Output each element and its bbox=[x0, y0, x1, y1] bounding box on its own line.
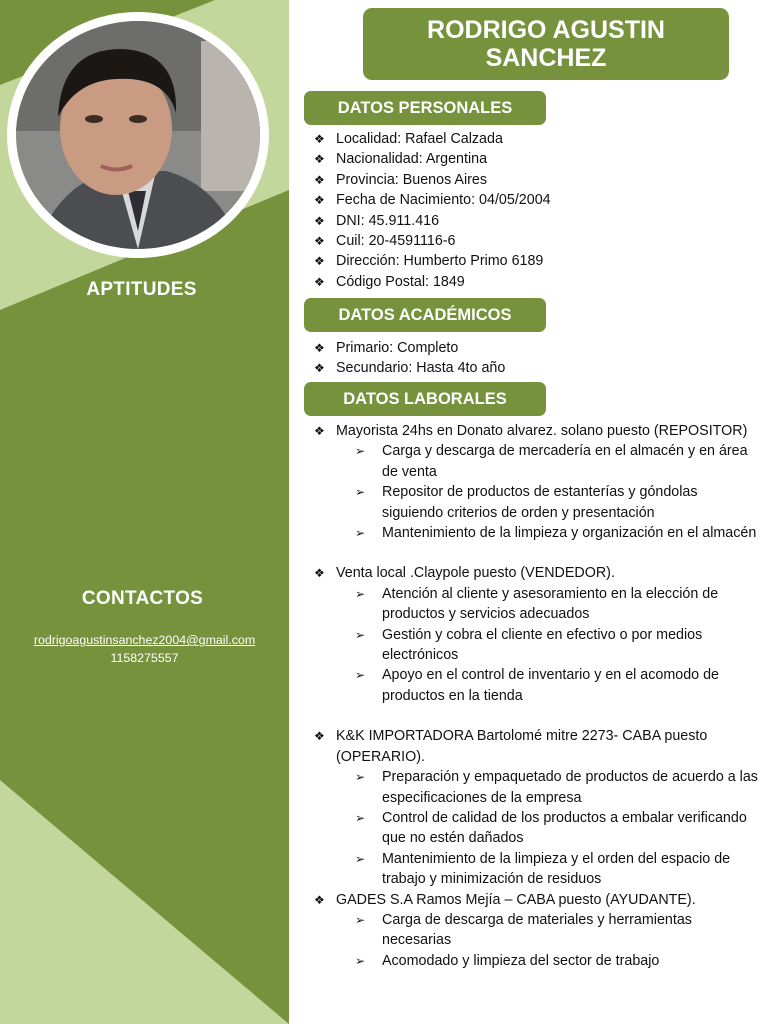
diamond-bullet-icon: ❖ bbox=[314, 361, 325, 376]
task-list bbox=[336, 910, 761, 971]
work-list bbox=[309, 421, 761, 971]
list-item: ❖ Código Postal: 1849 bbox=[309, 272, 764, 292]
list-item: ❖ Cuil: 20-4591116-6 bbox=[309, 231, 764, 251]
list-item: ❖ Secundario: Hasta 4to año bbox=[309, 358, 764, 378]
task-item: ➢ Repositor de productos de estanterías y góndolas siguiendo criterios de orden y presentación bbox=[355, 484, 698, 521]
task-item: ➢ Carga de descarga de materiales y herramientas necesarias bbox=[355, 911, 692, 949]
phone-number: 1158275557 bbox=[110, 651, 179, 665]
diamond-bullet-icon: ❖ bbox=[314, 193, 325, 208]
arrow-bullet-icon: ➢ bbox=[355, 953, 366, 968]
arrow-bullet-icon: ➢ bbox=[355, 770, 366, 785]
arrow-bullet-icon: ➢ bbox=[355, 526, 366, 541]
diamond-bullet-icon: ❖ bbox=[314, 424, 325, 438]
list-item: ❖ Dirección: Humberto Primo 6189 bbox=[309, 251, 764, 271]
diamond-bullet-icon: ❖ bbox=[314, 566, 325, 581]
task-item: ➢ Apoyo en el control de inventario y en el acomodo de productos en la tienda bbox=[355, 667, 719, 704]
list-item: ❖ Localidad: Rafael Calzada bbox=[309, 129, 764, 149]
task-list bbox=[336, 767, 761, 889]
task-list bbox=[336, 441, 761, 543]
task-item: ➢ Mantenimiento de la limpieza y organización en el almacén bbox=[336, 523, 761, 543]
academic-list bbox=[309, 338, 764, 379]
arrow-bullet-icon: ➢ bbox=[355, 912, 366, 927]
academic-section-title: DATOS ACADÉMICOS bbox=[304, 298, 546, 332]
task-item: ➢ Atención al cliente y asesoramiento en la elección de productos y servicios adecuados bbox=[355, 585, 719, 623]
job-item: ❖ Mayorista 24hs en Donato alvarez. solano puesto (REPOSITOR) ➢ Carga y descarga de mercadería en el almacén y en área de venta ➢ Repositor de productos de estanterías y góndolas siguiendo criterios de orden y presentación ➢ Mantenimiento de la limpieza y organización en el almacén bbox=[309, 421, 761, 563]
email-link[interactable]: rodrigoagustinsanchez2004@gmail.com bbox=[33, 633, 256, 647]
job-item: ❖ Venta local .Claypole puesto (VENDEDOR). ➢ Atención al cliente y asesoramiento en la elección de productos y servicios adecuados ➢ Gestión y cobra el cliente en efectivo o por medios electrónicos ➢ Apoyo en el control de inventario y en el acomodo de productos en la tienda bbox=[309, 563, 761, 726]
diamond-bullet-icon: ❖ bbox=[314, 132, 325, 146]
profile-photo bbox=[16, 21, 260, 249]
task-item: ➢ Carga y descarga de mercadería en el almacén y en área de venta bbox=[355, 443, 748, 480]
task-item: ➢ Preparación y empaquetado de productos de acuerdo a las especificaciones de la empresa bbox=[355, 769, 758, 806]
name-header bbox=[363, 8, 729, 80]
diamond-bullet-icon: ❖ bbox=[314, 254, 325, 269]
diamond-bullet-icon: ❖ bbox=[314, 341, 325, 355]
personal-section-title: DATOS PERSONALES bbox=[304, 91, 546, 125]
list-item: ❖ DNI: 45.911.416 bbox=[309, 211, 764, 231]
diamond-bullet-icon: ❖ bbox=[314, 892, 325, 907]
name-line-2: SANCHEZ bbox=[485, 44, 607, 72]
arrow-bullet-icon: ➢ bbox=[355, 485, 366, 500]
diamond-bullet-icon: ❖ bbox=[314, 172, 325, 187]
list-item: ❖ Nacionalidad: Argentina bbox=[309, 149, 764, 169]
arrow-bullet-icon: ➢ bbox=[355, 444, 366, 459]
job-item: ❖ GADES S.A Ramos Mejía – CABA puesto (AYUDANTE). ➢ Carga de descarga de materiales y herramientas necesarias ➢ Acomodado y limpieza del sector de trabajo bbox=[309, 890, 761, 972]
task-item: ➢ Control de calidad de los productos a embalar verificando que no estén dañados bbox=[355, 809, 747, 847]
arrow-bullet-icon: ➢ bbox=[355, 586, 366, 601]
arrow-bullet-icon: ➢ bbox=[355, 627, 366, 642]
diamond-bullet-icon: ❖ bbox=[314, 213, 325, 228]
aptitudes-heading: APTITUDES bbox=[86, 279, 197, 300]
contactos-heading: CONTACTOS bbox=[81, 588, 204, 609]
name-line-1: RODRIGO AGUSTIN bbox=[427, 16, 665, 44]
arrow-bullet-icon: ➢ bbox=[355, 810, 366, 825]
task-item: ➢ Gestión y cobra el cliente en efectivo o por medios electrónicos bbox=[355, 626, 703, 664]
arrow-bullet-icon: ➢ bbox=[355, 668, 366, 683]
work-section-title: DATOS LABORALES bbox=[304, 382, 546, 416]
sidebar bbox=[0, 0, 289, 1024]
task-item: ➢ Acomodado y limpieza del sector de trabajo bbox=[336, 951, 761, 971]
diamond-bullet-icon: ❖ bbox=[314, 729, 325, 744]
list-item: ❖ Fecha de Nacimiento: 04/05/2004 bbox=[309, 190, 764, 210]
list-item: ❖ Primario: Completo bbox=[309, 338, 764, 358]
arrow-bullet-icon: ➢ bbox=[355, 851, 366, 866]
diamond-bullet-icon: ❖ bbox=[314, 234, 325, 249]
task-list bbox=[336, 584, 761, 706]
job-item: ❖ K&K IMPORTADORA Bartolomé mitre 2273- CABA puesto (OPERARIO). ➢ Preparación y empaquetado de productos de acuerdo a las especificaciones de la empresa ➢ Control de calidad de los productos a embalar verificando que no estén dañados ➢ Mantenimiento de la limpieza y el orden del espacio de trabajo y minimización de residuos bbox=[309, 726, 761, 889]
diamond-bullet-icon: ❖ bbox=[314, 274, 325, 289]
diamond-bullet-icon: ❖ bbox=[314, 152, 325, 167]
personal-list bbox=[309, 129, 764, 292]
list-item: ❖ Provincia: Buenos Aires bbox=[309, 170, 764, 190]
task-item: ➢ Mantenimiento de la limpieza y el orden del espacio de trabajo y minimización de residuos bbox=[355, 850, 731, 888]
